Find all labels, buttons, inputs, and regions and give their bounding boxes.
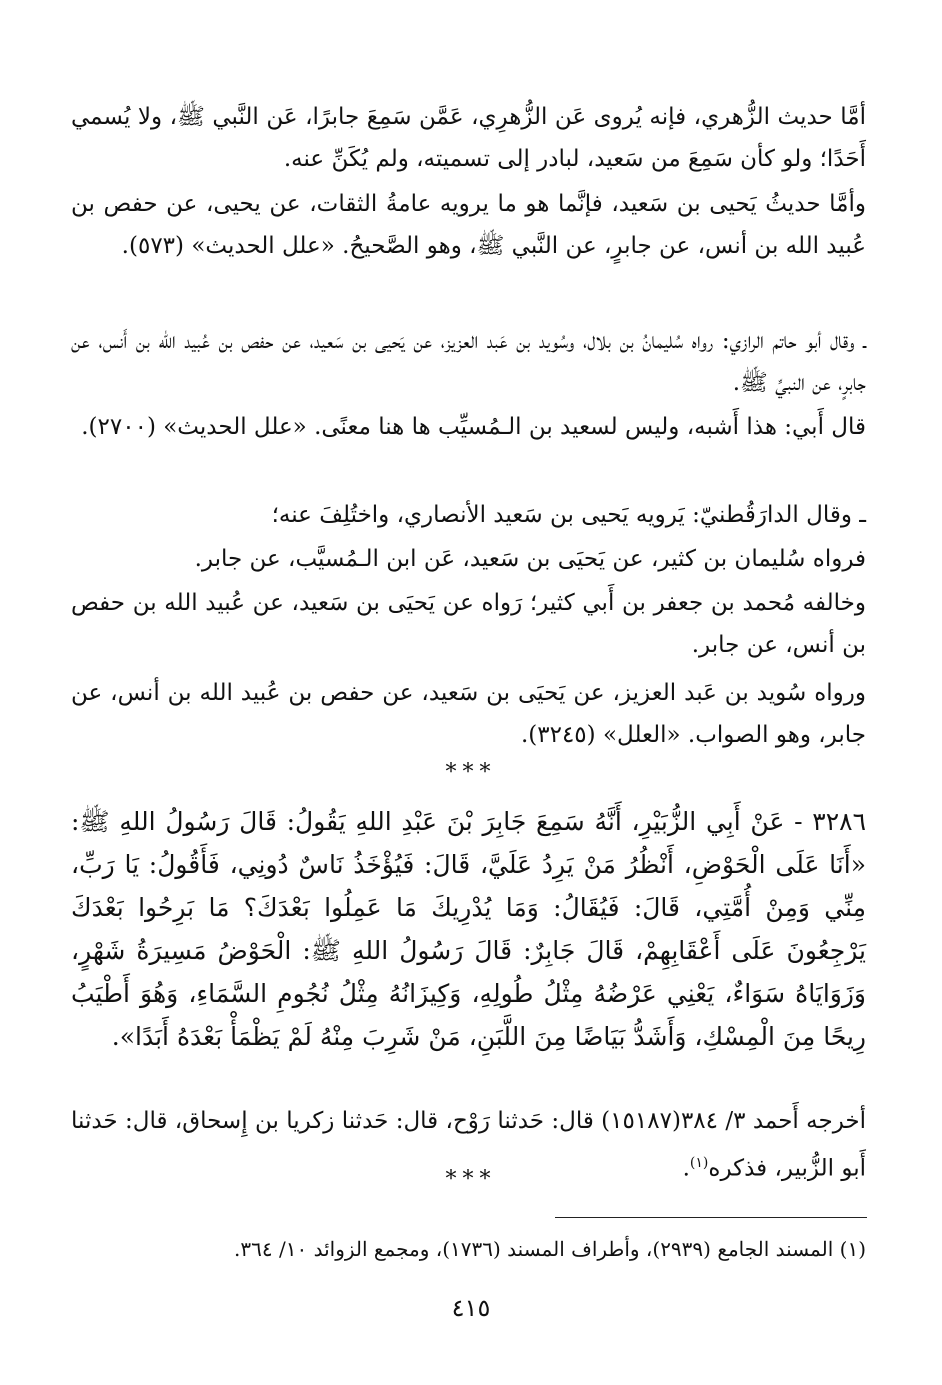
footnote: (١) المسند الجامع (٢٩٣٩)، وأطراف المسند (١٧٣٦)، ومجمع الزوائد ١٠/ ٣٦٤. — [234, 1237, 866, 1261]
takhrij-end: . — [682, 1155, 690, 1182]
para-abi: قال أَبي: هذا أَشبه، وليس لسعيد بن الـمُسيِّب ها هنا معنًى. «علل الحديث» (٢٧٠٠). — [81, 414, 866, 440]
para-sulayman: فرواه سُليمان بن كثير، عن يَحيَى بن سَعيد، عَن ابن الـمُسيَّب، عن جابر. — [194, 546, 866, 572]
para-daraqutni: ـ وقال الدارَقُطنيّ: يَرويه يَحيى بن سَعيد الأنصاري، واختُلِفَ عنه؛ — [271, 502, 866, 528]
para-suwayd: ورواه سُويد بن عَبد العزيز، عن يَحيَى بن سَعيد، عن حفص بن عُبيد الله بن أنس، عن جابر، وهو الصواب. «العلل» (٣٢٤٥). — [71, 680, 866, 748]
para-zuhri: أمَّا حديث الزُّهري، فإنه يُروى عَن الزُّهرِي، عَمَّن سَمِعَ جابرًا، عَن النَّبي ﷺ، ولا يُسمي أَحَدًا؛ ولو كأن سَمِعَ من سَعيد، لبادر إلى تسميته، ولم يُكَنِّ عنه. — [71, 104, 866, 172]
footnote-divider — [555, 1217, 867, 1218]
para-yahya: وأمَّا حديثُ يَحيى بن سَعيد، فإنَّما هو ما يرويه عامةُ الثقات، عن يحيى، عن حفص بن عُبيد الله بن أنس، عن جابرٍ، عن النَّبي ﷺ، وهو الصَّحيحُ. «علل الحديث» (٥٧٣). — [71, 191, 866, 259]
separator-stars: *** — [445, 760, 497, 785]
separator-stars-2: *** — [445, 1167, 497, 1192]
para-muhammad: وخالفه مُحمد بن جعفر بن أَبي كثير؛ رَواه عن يَحيَى بن سَعيد، عن عُبيد الله بن حفص بن أنس، عن جابر. — [71, 590, 866, 658]
para-abu-hatim: ـ وقال أبو حاتم الرازي: رواه سُليمانُ بن بلال، وسُويد بن عَبد العزيز، عن يَحيى بن سَعيد، عن حفص بن عُبيد الله بن أَنس، عن جابرٍ، عن النبيِّ ﷺ. — [71, 328, 866, 396]
takhrij-text: أخرجه أَحمد ٣/ ٣٨٤(١٥١٨٧) قال: حَدثنا رَوْح، قال: حَدثنا زكريا بن إِسحاق، قال: حَدثنا أَبو الزُّبير، فذكره — [71, 1108, 867, 1182]
hadith-text: ٣٢٨٦ - عَنْ أَبِي الزُّبَيْرِ، أَنَّهُ سَمِعَ جَابِرَ بْنَ عَبْدِ اللهِ يَقُولُ: قَالَ رَسُولُ اللهِ ﷺ: «أَنَا عَلَى الْحَوْضِ، أَنْظُرُ مَنْ يَرِدُ عَلَيَّ، قَالَ: فَيُؤْخَذُ نَاسٌ دُونِي، فَأَقُولُ: يَا رَبِّ، مِنِّي وَمِنْ أُمَّتِي، قَالَ: فَيُقَالُ: وَمَا يُدْرِيكَ مَا عَمِلُوا بَعْدَكَ؟ مَا بَرِحُوا بَعْدَكَ يَرْجِعُونَ عَلَى أَعْقَابِهِمْ، قَالَ جَابِرٌ: قَالَ رَسُولُ اللهِ ﷺ: الْحَوْضُ مَسِيرَةُ شَهْرٍ، وَزَوَايَاهُ سَوَاءٌ، يَعْنِي عَرْضُهُ مِثْلُ طُولِهِ، وَكِيزَانُهُ مِثْلُ نُجُومِ السَّمَاءِ، وَهُوَ أَطْيَبُ رِيحًا مِنَ الْمِسْكِ، وَأَشَدُّ بَيَاضًا مِنَ اللَّبَنِ، مَنْ شَرِبَ مِنْهُ لَمْ يَظْمَأْ بَعْدَهُ أَبَدًا». — [71, 807, 866, 1051]
page-number: ٤١٥ — [451, 1294, 491, 1322]
footnote-ref: (١) — [689, 1155, 709, 1171]
